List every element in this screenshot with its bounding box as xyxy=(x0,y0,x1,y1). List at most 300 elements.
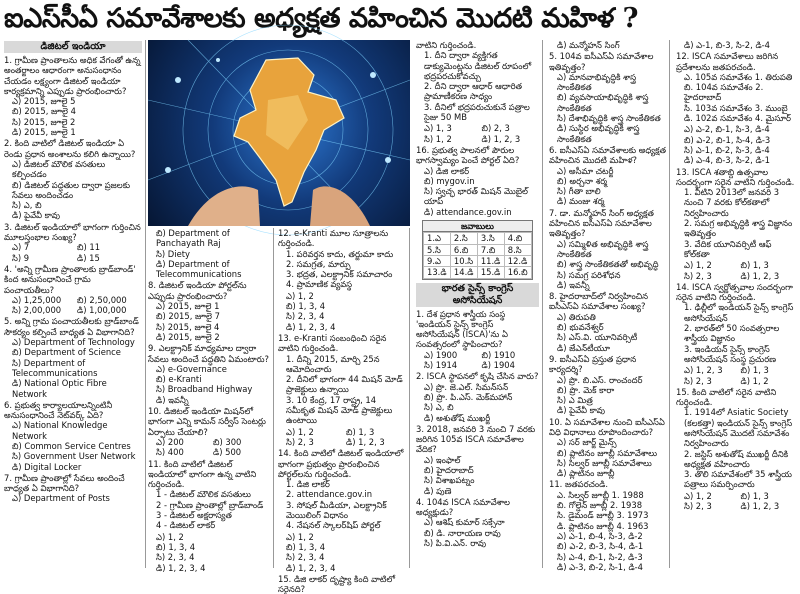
option: బి) 2,50,000 xyxy=(77,294,127,305)
options xyxy=(676,491,797,512)
column-2 xyxy=(148,228,274,573)
option: ఎ) 1, 2 xyxy=(286,290,314,301)
option: ఎ) ప్రొ. జె.ఎల్. సిమన్‌సన్ xyxy=(424,381,509,392)
option: డి) ప్లాటినం జూబ్లీ xyxy=(557,468,615,479)
option: సి) సమగ్ర పరిశోధన xyxy=(557,269,621,280)
question xyxy=(549,291,666,353)
question-text: 6. ఐసీఎస్‌ఏ సమావేశాలకు అధ్యక్షత వహించిన మొదటి మహిళ? xyxy=(549,144,666,166)
options xyxy=(148,489,270,530)
option: 3. వేదిక యూనివర్సిటీ ఆఫ్ కోల్‌కతా xyxy=(684,238,772,259)
question xyxy=(148,343,270,405)
question xyxy=(4,400,142,472)
question-text: 2. ISCA స్థాపనలో కృషి చేసిన వారు? xyxy=(416,371,539,382)
option: సి) సిల్వర్ జూబ్లీ సమావేశాలు xyxy=(557,457,652,468)
options xyxy=(4,242,142,263)
question-list-6 xyxy=(676,40,797,511)
option: ఎ) తిరుపతి xyxy=(557,311,596,322)
question-text: 11. కింది వాటిలో డిజిటల్ ఇండియాలో భాగంగా ఉన్న వాటిని గుర్తించండి. xyxy=(148,458,257,490)
question xyxy=(676,365,797,386)
option: 1. దీన్ని 2015, మార్చి 25న ఆమోదించారు xyxy=(286,353,380,374)
option: డి) 15 xyxy=(77,252,100,263)
option: డి) ఎ-1, బి-3, సి-2, డి-4 xyxy=(684,40,770,50)
option: సి) 1914 xyxy=(424,360,458,371)
question xyxy=(676,51,797,123)
option: 3. భద్రత, ఎలక్ట్రానిక్ సమాచారం xyxy=(286,269,393,280)
question-text: 12. e-Kranti మూల సూత్రాలను గుర్తించండి. xyxy=(278,228,389,249)
question xyxy=(416,424,539,496)
section-heading-digital-india: డిజిటల్ ఇండియా xyxy=(4,41,142,53)
options xyxy=(416,517,539,548)
option: బి) భువనేశ్వర్ xyxy=(557,322,604,333)
option: బి) డిజిటల్ పద్ధతుల ద్వారా ప్రజలకు సేవలు అందించడం xyxy=(12,179,130,200)
option: సి) పి.వి.ఎన్. రావు xyxy=(424,538,487,549)
question-text: 14. కింది వాటిలో డిజిటల్ ఇండియాలో భాగంగా ప్రభుత్వం ప్రారంభించిన పోర్టల్‌లను గుర్తించండి. xyxy=(278,448,404,479)
question xyxy=(148,532,270,573)
question-text: 8. డిజిటల్ ఇండియా పోర్టల్‌ను ఎప్పుడు ప్రారంభించారు? xyxy=(148,280,247,301)
option: సి) స్వచ్ఛ భారత్ మిషన్ మొబైల్ యాప్ xyxy=(424,186,528,207)
question xyxy=(676,260,797,281)
option: బి) అర్చనా శర్మ xyxy=(557,175,608,186)
question xyxy=(676,124,797,165)
question xyxy=(278,427,406,448)
answer-cell: 1.ఎ xyxy=(424,233,451,244)
option: సి) ఎస్.వి. యూనివర్సిటీ xyxy=(557,332,638,343)
option: డి) 1, 2, 3, 4 xyxy=(286,321,336,332)
column-6 xyxy=(673,40,797,568)
options xyxy=(416,455,539,496)
option: బి) 1, 3 xyxy=(740,365,769,376)
option: సి) 1, 2 xyxy=(424,133,452,144)
option: బి) e-Kranti xyxy=(156,374,202,385)
question xyxy=(676,491,797,512)
options xyxy=(549,312,666,353)
options xyxy=(278,354,406,426)
option: బి) 1, 3 xyxy=(740,490,769,501)
options xyxy=(549,239,666,290)
option: సి. 103వ సమావేశం 3. ముంబై xyxy=(684,102,788,113)
option: 3. దీనిలో భద్రపరుచుకునే పత్రాల సైజు 50 MB xyxy=(424,101,530,123)
question-list-4 xyxy=(416,40,539,217)
option: ఎ) 1, 2 xyxy=(286,426,314,437)
option: 3 - డిజిటల్ అక్షరాస్యత xyxy=(156,510,232,521)
option: సి) Department of Telecommunications xyxy=(12,357,98,378)
question xyxy=(549,40,666,50)
option: సి) దేశాభివృద్ధికి శాస్త్ర సాంకేతికత xyxy=(557,113,661,124)
option: ఎ) 1, 2 xyxy=(684,260,712,271)
option: 3. 10 కేంద్ర, 17 రాష్ట్ర, 14 సమీకృత మిషన్ మోడ్ ప్రాజెక్టులు ఉంటాయి xyxy=(286,394,393,426)
option: బి) ప్రొ. మెక్ కారా xyxy=(557,384,615,395)
option: సి) ఎ మిత్ర xyxy=(557,395,593,406)
option: సి) 2, 3 xyxy=(684,501,712,512)
option: 4. ప్రామాణిక వ్యవస్థ xyxy=(286,279,353,290)
options xyxy=(278,291,406,332)
option: డి) పుణె xyxy=(424,485,452,496)
option: సి) Diety xyxy=(156,248,190,259)
option: ఎ) ఆశిష్ కుమార్ సక్సేనా xyxy=(424,517,505,528)
options xyxy=(676,40,797,50)
option: సి) Broadband Highway xyxy=(156,384,253,395)
option: డి) 2015, జూలై 2 xyxy=(156,331,220,342)
option: 1. ఢిల్లీలో ఇండియన్ సైన్స్ కాంగ్రెస్ అసోసియేషన్ xyxy=(684,302,794,323)
question xyxy=(4,316,142,398)
options xyxy=(416,123,539,144)
india-map-illustration xyxy=(148,40,410,226)
answer-cell: 6.బి xyxy=(450,244,477,255)
option: డి) 1, 2, 3 xyxy=(740,501,780,512)
options xyxy=(148,437,270,458)
question xyxy=(416,371,539,422)
option: 2. భారత్‌లో 50 సంవత్సరాల శాస్త్రీయ విజ్ఞానం xyxy=(684,323,780,344)
question xyxy=(4,264,142,315)
question xyxy=(148,280,270,342)
option: డి) అశుతోష్ ముఖర్జీ xyxy=(424,412,491,423)
option: బి) 1, 3, 4 xyxy=(286,541,326,552)
question-text: 5. 104వ ఐసీఎస్‌ఏ సమావేశాల ఇతివృత్తం? xyxy=(549,51,654,72)
option: బి) హైదరాబాద్ xyxy=(424,464,474,475)
option: బి) 1910 xyxy=(481,349,516,360)
options xyxy=(676,302,797,364)
option: ఎ) 2015, జూలై 5 xyxy=(12,96,76,107)
question xyxy=(549,354,666,416)
option: సి. డైమండ్ జూబ్లీ 3. 1973 xyxy=(557,510,649,521)
option: బి) 2015, జూలై 4 xyxy=(12,106,76,117)
question xyxy=(676,387,797,490)
question-list-isca xyxy=(416,309,539,549)
option: బి) 2015, జూలై 7 xyxy=(156,311,220,322)
question xyxy=(416,123,539,144)
option: 1. దీని ద్వారా వ్యక్తిగత డాక్యుమెంట్లను డిజిటల్ రూపంలో భద్రపరచుకోవచ్చు xyxy=(424,50,532,81)
question xyxy=(416,309,539,371)
question xyxy=(416,145,539,217)
column-3 xyxy=(278,228,410,594)
section-heading-isca: భారత సైన్స్ కాంగ్రెస్ అసోసియేషన్ xyxy=(416,283,539,307)
option: సి) 2015, జూలై 4 xyxy=(156,321,220,332)
option: డి) 1904 xyxy=(481,360,515,371)
options xyxy=(148,364,270,405)
option: సి) ఎ-4, బి-1, సి-2, డి-3 xyxy=(557,551,643,562)
option: డి) ఎ-4, బి-3, సి-2, డి-1 xyxy=(684,155,770,166)
answer-cell: 5.సి xyxy=(424,244,451,255)
question xyxy=(676,282,797,364)
option: 1 - డిజిటల్ మౌలిక వసతులు xyxy=(156,489,251,500)
options xyxy=(148,228,270,279)
question-text: 13. ISCA శతాబ్ది ఉత్సవాల సందర్భంగా సరైన వాటిని గుర్తించండి. xyxy=(676,166,795,187)
question-text: 9. ఎలక్ట్రానిక్ మాధ్యమాల ద్వారా సేవలు అందించే పద్ధతిని ఏమంటారు? xyxy=(148,343,269,364)
option: సి) Government User Network xyxy=(12,451,136,462)
option: ఎ) 1, 3 xyxy=(424,123,452,134)
options xyxy=(4,96,142,137)
option: సి) 2, 3, 4 xyxy=(286,311,325,322)
question-text: వాటిని గుర్తించండి. xyxy=(416,40,477,50)
options xyxy=(549,375,666,416)
options xyxy=(549,72,666,144)
option: బి) ఎ-2, బి-1, సి-4, డి-3 xyxy=(684,134,771,145)
question xyxy=(416,497,539,548)
question-list-2 xyxy=(148,228,270,573)
question-text: 1. దేశ ప్రధాన శాస్త్రీయ సంస్థ 'ఇండియన్ సైన్స్ కాంగ్రెస్ అసోసియేషన్ (ISCA)'ను ఏ సంవత్సరంలో స్థాపించారు? xyxy=(416,308,508,350)
options xyxy=(148,532,270,573)
option: సి) 9 xyxy=(12,252,30,263)
option: బి. గోల్డెన్ జూబ్లీ 2. 1938 xyxy=(557,500,643,511)
option: బి) 1, 3 xyxy=(740,260,769,271)
option: డి) attendance.gov.in xyxy=(424,206,512,217)
answer-cell: 7.బి xyxy=(477,244,504,255)
option: బి) Common Service Centres xyxy=(12,440,131,451)
options xyxy=(676,72,797,123)
question xyxy=(416,40,539,122)
answer-row xyxy=(424,244,532,255)
options xyxy=(416,166,539,217)
options xyxy=(278,249,406,290)
question xyxy=(278,574,406,594)
question-text: 10. ఏ సమావేశాల నుంచి ఐసీఎస్‌ఏ విధి విధానాలు రూపొందించారు? xyxy=(549,416,665,437)
question-text: 5. అన్ని గ్రామ పంచాయతీలకు బ్రాడ్‌బాండ్ సౌకర్యం కల్పించే బాధ్యత ఏ విభాగానిది? xyxy=(4,316,139,337)
options xyxy=(416,382,539,423)
answer-cell: 16.బి xyxy=(504,267,531,278)
answer-cell: 10.సి xyxy=(450,255,477,266)
option: ఎ. సిల్వర్ జూబ్లీ 1. 1988 xyxy=(557,489,644,500)
option: డి) 1,00,000 xyxy=(77,305,127,316)
option: సి) విశాఖపట్నం xyxy=(424,475,475,486)
question xyxy=(676,40,797,50)
option: ఎ) మానవాభివృద్ధికి శాస్త్ర సాంకేతికత xyxy=(557,71,637,93)
question xyxy=(4,473,142,504)
question xyxy=(676,167,797,260)
question-text: 14. ISCA స్వర్ణోత్సవాల సందర్భంగా సరైన వాటిని గుర్తించండి. xyxy=(676,281,793,303)
options xyxy=(4,159,142,221)
headline: ఐఎస్‌సీఏ సమావేశాలకు అధ్యక్షత వహించిన మొదటి మహిళ ? xyxy=(4,3,638,34)
options xyxy=(4,420,142,471)
options xyxy=(549,166,666,207)
option: డి) Department of Telecommunications xyxy=(156,258,242,280)
question xyxy=(4,138,142,220)
answer-cell: 4.బి xyxy=(504,233,531,244)
option: సి) 2, 3 xyxy=(684,270,712,281)
question-list-1 xyxy=(4,55,142,504)
option: ఎ) 1, 2 xyxy=(156,531,184,542)
question-text: 3. 2018, జనవరి 3 నుంచి 7 వరకు జరిగిన 105వ ISCA సమావేశాల వేదిక? xyxy=(416,423,536,455)
question-text: 4. 104వ ISCA సమావేశాల అధ్యక్షుడు? xyxy=(416,496,510,518)
option: డి) National Optic Fibre Network xyxy=(12,378,107,399)
option: బి) 2, 3 xyxy=(481,123,510,134)
options xyxy=(676,365,797,386)
question-text: 11. జతపరచండి. xyxy=(549,479,609,490)
option: బి) Department of Science xyxy=(12,347,121,358)
answer-cell: 12.డి xyxy=(504,255,531,266)
question-text: 7. గ్రామీణ ప్రాంతాల్లో సేవలు అందించే బాధ్యత ఏ విభాగానిది? xyxy=(4,472,125,494)
answer-row xyxy=(424,233,532,244)
option: 1. 1914లో Asiatic Society (కలకత్తా) ఇండియన్ సైన్స్ కాంగ్రెస్ అసోసియేషన్ మొదటి సమావేశం నిర్వహించారు xyxy=(684,407,793,449)
option: 1. వీటిని 2013లో జనవరి 3 నుంచి 7 వరకు కోల్‌కతాలో నిర్వహించారు xyxy=(684,187,780,218)
option: బి) 300 xyxy=(213,436,242,447)
question xyxy=(278,532,406,573)
option: ఎ) 1,25,000 xyxy=(12,294,62,305)
options xyxy=(4,493,142,503)
option: 1. డిజి లాకర్ xyxy=(286,479,330,490)
option: సి) ఎ-1, బి-2, సి-3, డి-4 xyxy=(684,144,770,155)
options xyxy=(416,50,539,122)
options xyxy=(676,260,797,281)
options xyxy=(676,407,797,489)
option: ఎ) డిజి లాకర్ xyxy=(424,165,470,176)
question xyxy=(549,479,666,572)
option: ఎ) సర్ జార్జ్ మైన్స్ xyxy=(557,437,617,448)
question-text: 7. డా. మన్మోహన్ సింగ్ అధ్యక్షత వహించిన ఐసీఎస్‌ఏ సమావేశాల ఇతివృత్తం? xyxy=(549,207,654,239)
option: సి) 2, 3, 4 xyxy=(156,552,195,563)
options xyxy=(549,437,666,478)
option: బి) ఎ-2, బి-3, సి-4, డి-1 xyxy=(557,541,644,552)
answer-key xyxy=(422,220,533,279)
option: ఎ) 1900 xyxy=(424,349,458,360)
question-text: 8. హైదరాబాద్‌లో నిర్వహించిన ఐసీఎస్‌ఏ సమావేశాల సంఖ్య? xyxy=(549,291,649,312)
options xyxy=(278,479,406,530)
question xyxy=(278,448,406,530)
option: డి) 1, 2, 3 xyxy=(481,133,521,144)
option: ఎ) Department of Posts xyxy=(12,493,110,504)
question xyxy=(549,145,666,207)
question xyxy=(278,228,406,290)
answer-cell: 3.సి xyxy=(477,233,504,244)
option: 4 - డిజిటల్ లాకర్ xyxy=(156,520,216,531)
hero-image xyxy=(148,40,410,226)
option: సి) ఎ, బి xyxy=(424,402,454,413)
option: ఎ. 105వ సమావేశం 1. తిరుపతి xyxy=(684,71,793,82)
question-text: 12. ISCA సమావేశాలు జరిగిన ప్రదేశాలను జతపరచండి. xyxy=(676,51,779,72)
question xyxy=(148,459,270,531)
question-text: 2. కింది వాటిలో డిజిటల్ ఇండియా ఏ రెండు ప్రధాన అంశాలను కలిగి ఉన్నాయి? xyxy=(4,138,136,159)
option: బి) 1, 3 xyxy=(346,426,375,437)
option: బి. 104వ సమావేశం 2. హైదరాబాద్ xyxy=(684,82,764,103)
option: ఎ) e-Governance xyxy=(156,363,227,374)
option: బి) 1, 3, 4 xyxy=(286,301,326,312)
question xyxy=(278,333,406,426)
option: 2. దీని ద్వారా ఆధార్ ఆధారిత ప్రామాణీకరణ సాధ్యం xyxy=(424,81,523,102)
option: సి) ఎ, బి xyxy=(12,200,42,211)
question xyxy=(4,222,142,263)
options xyxy=(4,337,142,399)
option: డి) జేఎన్‌టీయూ xyxy=(557,342,610,353)
options xyxy=(676,187,797,259)
options xyxy=(676,124,797,165)
question xyxy=(549,208,666,290)
question xyxy=(549,417,666,479)
question xyxy=(549,51,666,144)
option: ఎ) అసీమా చటర్జీ xyxy=(557,165,614,176)
question-text: 15. డిజి లాకర్ దృష్ట్యా కింది వాటిలో సరైనది? xyxy=(278,573,396,594)
answer-cell: 8.సి xyxy=(504,244,531,255)
option: సి) 400 xyxy=(156,447,184,458)
answer-key-title: జవాబులు xyxy=(423,221,532,232)
question xyxy=(148,406,270,457)
option: 4. నేషనల్ స్కాలర్‌షిప్ పోర్టల్ xyxy=(286,520,381,531)
question-text: 6. ప్రభుత్వ కార్యాలయాలన్నింటినీ అనుసంధానించే నెట్‌వర్క్ ఏది? xyxy=(4,399,113,421)
option: 3. ఇండియన్ సైన్స్ కాంగ్రెస్ అసోసియేషన్ సంస్థ ప్రచురణ xyxy=(684,343,777,364)
option: డి. ప్లాటినం జూబ్లీ 4. 1963 xyxy=(557,520,649,531)
option: సి) 2, 3 xyxy=(684,375,712,386)
option: బి) 1, 3, 4 xyxy=(156,541,196,552)
option: డి) 1, 2, 3 xyxy=(740,270,780,281)
answer-cell: 15.డి xyxy=(477,267,504,278)
question xyxy=(148,228,270,279)
option: సి) 2,00,000 xyxy=(12,305,62,316)
options xyxy=(549,40,666,50)
option: డి) 2015, జూలై 1 xyxy=(12,127,76,138)
question-text: 1. గ్రామీణ ప్రాంతాలను అధిక వేగంతో ఉన్న అంతర్జాలం ఆధారంగా అనుసంధానం చేయడం లక్ష్యంగా డిజిటల్ ఇండియా కార్యక్రమాన్ని ఎప్పుడు ప్రారంభించారు? xyxy=(4,55,141,96)
option: బి) mygov.in xyxy=(424,175,475,186)
option: 2. సమగ్రత, మార్పు xyxy=(286,258,351,269)
question xyxy=(4,55,142,137)
option: 3. తొలి సమావేశంలో 35 శాస్త్రీయ పత్రాలు సమర్పించారు xyxy=(684,469,792,490)
question-text: 15. కింది వాటిలో సరైన వాటిని గుర్తించండి. xyxy=(676,386,777,408)
option: సి) 2, 3, 4 xyxy=(286,552,325,563)
options xyxy=(148,301,270,342)
option: డి) పైవేవీ కావు xyxy=(12,210,61,221)
option: 2. దీనిలో భాగంగా 44 మిషన్ మోడ్ ప్రాజెక్టులు ఉన్నాయి xyxy=(286,374,403,395)
option: బి) 11 xyxy=(77,242,101,253)
question-text: 3. డిజిటల్ ఇండియాలో భాగంగా గుర్తించిన మూలస్తంభాల సంఖ్య? xyxy=(4,221,141,243)
column-5 xyxy=(546,40,670,572)
column-1 xyxy=(4,40,146,568)
options xyxy=(416,350,539,371)
option: బి) శాస్త్ర సాంకేతికతతో అభివృద్ధి xyxy=(557,259,659,270)
option: డి) 500 xyxy=(213,447,242,458)
question-text: 16. ప్రభుత్వ పాలనలో పౌరుల భాగస్వామ్యం పెంచే పోర్టల్ ఏది? xyxy=(416,144,520,166)
options xyxy=(278,532,406,573)
question-text: 10. డిజిటల్ ఇండియా మిషన్‌లో భాగంగా ఎన్ని కామన్ సర్వీస్ సెంటర్లు ఏర్పాటు చేయాలి? xyxy=(148,406,266,437)
answer-cell: 9.ఎ xyxy=(424,255,451,266)
options xyxy=(4,295,142,316)
option: డి) Digital Locker xyxy=(12,461,82,472)
answer-row xyxy=(424,255,532,266)
option: డి) ఎ-3, బి-2, సి-1, డి-4 xyxy=(557,561,643,572)
answer-cell: 13.డి xyxy=(424,267,451,278)
question-text: 4. 'అన్ని గ్రామీణ ప్రాంతాలకు బ్రాడ్‌బాండ్' కింద అనుసంధానించే గ్రామ పంచాయతీలు? xyxy=(4,263,136,295)
option: 3. సోషల్ మీడియా, ఎలక్ట్రానిక్ మెయిలింగ్ విధానం xyxy=(286,499,387,521)
option: ఎ) సమ్మిళిత అభివృద్ధికి శాస్త్ర సాంకేతికత xyxy=(557,238,649,259)
option: డి) మంజు శర్మ xyxy=(557,196,605,207)
option: డి) ఇవన్నీ xyxy=(156,394,189,405)
option: ఎ) Department of Technology xyxy=(12,337,135,348)
option: బి) ప్రొ. పి.ఎస్. మెక్‌మహాన్ xyxy=(424,391,513,402)
answer-row xyxy=(424,267,532,278)
option: 1. పరివర్తన కాదు, తర్జుమా కాదు xyxy=(286,248,394,259)
answer-table xyxy=(423,232,532,278)
option: 2. సమగ్ర అభివృద్ధికి శాస్త్ర విజ్ఞానం ఇతివృత్తం xyxy=(684,218,793,239)
option: ఎ) ఇంఫాల్ xyxy=(424,454,461,465)
option: సి) 2, 3 xyxy=(286,436,314,447)
option: ఎ) 2015, జూలై 1 xyxy=(156,301,220,312)
answer-cell: 2.సి xyxy=(450,233,477,244)
option: బి) వ్యవసాయాభివృద్ధికి శాస్త్ర సాంకేతికత xyxy=(557,92,649,113)
option: ఎ) ప్రొ. బి.ఎస్. రాంచందర్ xyxy=(557,374,643,385)
option: ఎ) 7 xyxy=(12,242,30,253)
option: 2. జస్టిస్ అశుతోష్ ముఖర్జీ దీనికి అధ్యక్షత వహించారు xyxy=(684,448,789,469)
options xyxy=(549,490,666,572)
option: సి) గీతా బాలి xyxy=(557,186,601,197)
option: బి) ప్లాటినం జూబ్లీ సమావేశాలు xyxy=(557,447,658,458)
question-text: 13. e-Kranti సంబంధించి సరైన వాటిని గుర్తించండి. xyxy=(278,332,387,354)
option: డి) 1, 2, 3, 4 xyxy=(156,562,206,573)
option: బి) Department of Panchayath Raj xyxy=(156,228,230,249)
option: డి. 102వ సమావేశం 4. మైసూర్ xyxy=(684,113,791,124)
options xyxy=(278,427,406,448)
option: ఎ) ఎ-1, బి-4, సి-3, డి-2 xyxy=(557,530,643,541)
question-text: 9. ఐసీఎస్‌ఏ ప్రస్తుత ప్రధాన కార్యదర్శి? xyxy=(549,353,637,375)
option: సి) 2015, జూలై 2 xyxy=(12,116,76,127)
option: ఎ) 1, 2, 3 xyxy=(684,365,723,376)
answer-cell: 14.డి xyxy=(450,267,477,278)
question xyxy=(278,291,406,332)
